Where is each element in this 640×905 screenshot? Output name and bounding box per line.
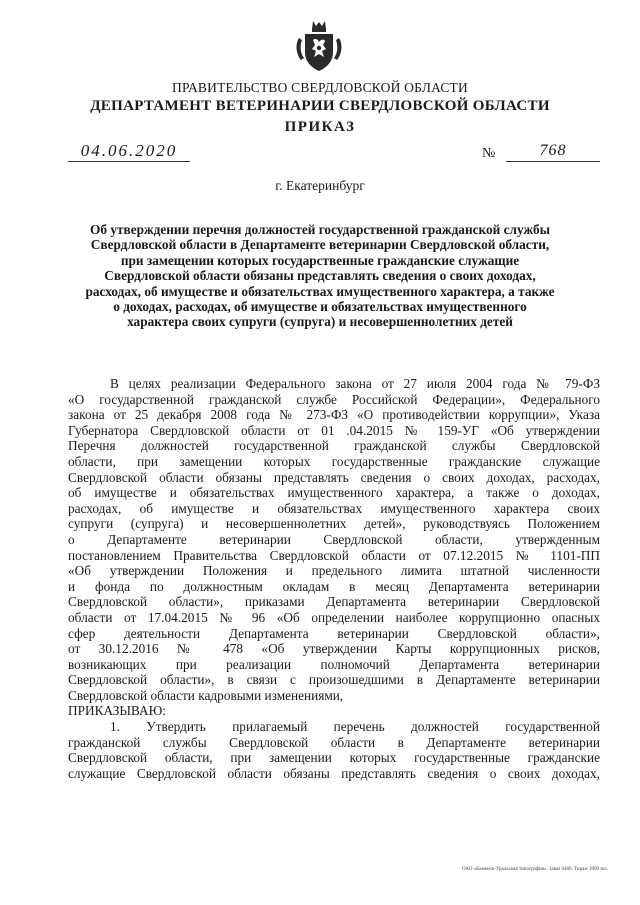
body-line: сфер деятельности Департамента ветеринарии Свердловской области», (68, 625, 600, 641)
body-line: области от 17.04.2015 № 96 «Об определении наиболее коррупционно опасных (68, 609, 600, 625)
title-line: характера своих супруги (супруга) и несовершеннолетних детей (127, 314, 513, 330)
body-line: о Департаменте ветеринарии Свердловской области, утвержденным (68, 531, 600, 547)
order-title (0, 222, 640, 330)
body-line: супруги (супруга) и несовершеннолетних детей», руководствуясь Положением (68, 516, 600, 532)
body-line: расходах, об имуществе и обязательствах имущественного характера своих (68, 500, 600, 516)
title-line: о доходах, расходах, об имуществе и обязательствах имущественного (113, 299, 527, 315)
clause-1-line: 1. Утвердить прилагаемый перечень должностей государственной (110, 719, 600, 735)
city: г. Екатеринбург (275, 178, 365, 193)
title-line: Об утверждении перечня должностей государственной гражданской службы (90, 222, 550, 237)
title-line: Свердловской области в Департаменте ветеринарии Свердловской области, (90, 237, 550, 253)
title-line: при замещении которых государственные гражданские служащие (120, 252, 520, 268)
clause-1-line: Свердловской области, при замещении которых государственные гражданские (68, 750, 600, 766)
title-line: Свердловской области обязаны представлять сведения о своих доходах, (104, 268, 536, 284)
government-name: ПРАВИТЕЛЬСТВО СВЕРДЛОВСКОЙ ОБЛАСТИ (172, 80, 468, 95)
body-line: Губернатора Свердловской области от 01 .04.2015 № 159-УГ «Об утверждении (68, 422, 600, 438)
coat-of-arms-emblem (291, 18, 347, 74)
print-imprint: ОАО «Каменск-Уральская типография». Заказ 0480. Тираж 1000 экз. (462, 867, 608, 872)
order-date: 04.06.2020 (68, 141, 190, 162)
body-line: Свердловской области», в связи с произошедшими в Департаменте ветеринарии (68, 672, 600, 688)
body-line: «Об утверждении Положения и предельного лимита штатной численности (68, 563, 600, 579)
body-line: Свердловской области», приказами Департамента ветеринарии Свердловской (68, 594, 600, 610)
body-line: закона от 25 декабря 2008 года № 273-ФЗ «О противодействии коррупции», Указа (68, 407, 600, 423)
body-line: Перечня должностей государственной гражданской службы Свердловской (68, 438, 600, 454)
body-line: постановлением Правительства Свердловской области от 07.12.2015 № 1101-ПП (68, 547, 600, 563)
body-line: и фонда по должностным окладам в месяц Департамента ветеринарии (68, 578, 600, 594)
body-line: В целях реализации Федерального закона от 27 июля 2004 года № 79-ФЗ (110, 376, 600, 391)
order-directive: ПРИКАЗЫВАЮ: (68, 703, 166, 719)
clause-1-line: гражданской службы Свердловской области в Департаменте ветеринарии (68, 734, 600, 750)
department-name: ДЕПАРТАМЕНТ ВЕТЕРИНАРИИ СВЕРДЛОВСКОЙ ОБЛАСТИ (90, 98, 550, 114)
body-line: области, при замещении которых государственные гражданские служащие (68, 453, 600, 469)
body-line: Свердловской области кадровыми изменениями, (68, 687, 344, 703)
order-number: 768 (506, 141, 600, 162)
clause-1-line: служащие Свердловской области обязаны представлять сведения о своих доходах, (68, 765, 600, 781)
body-line: от 30.12.2016 № 478 «Об утверждении Карты коррупционных рисков, (68, 641, 600, 657)
body-line: возникающих при реализации полномочий Департамента ветеринарии (68, 656, 600, 672)
document-type: ПРИКАЗ (284, 119, 356, 135)
order-body (68, 376, 600, 781)
body-line: об имуществе и обязательствах имущественного характера, а также о доходах, (68, 485, 600, 501)
body-line: «О государственной гражданской службе Российской Федерации», Федерального (68, 391, 600, 407)
body-line: Свердловской области обязаны представлять сведения о своих доходах, расходах, (68, 469, 600, 485)
title-line: расходах, об имуществе и обязательствах имущественного характера, а также (85, 283, 555, 299)
order-number-label: № (482, 146, 496, 161)
